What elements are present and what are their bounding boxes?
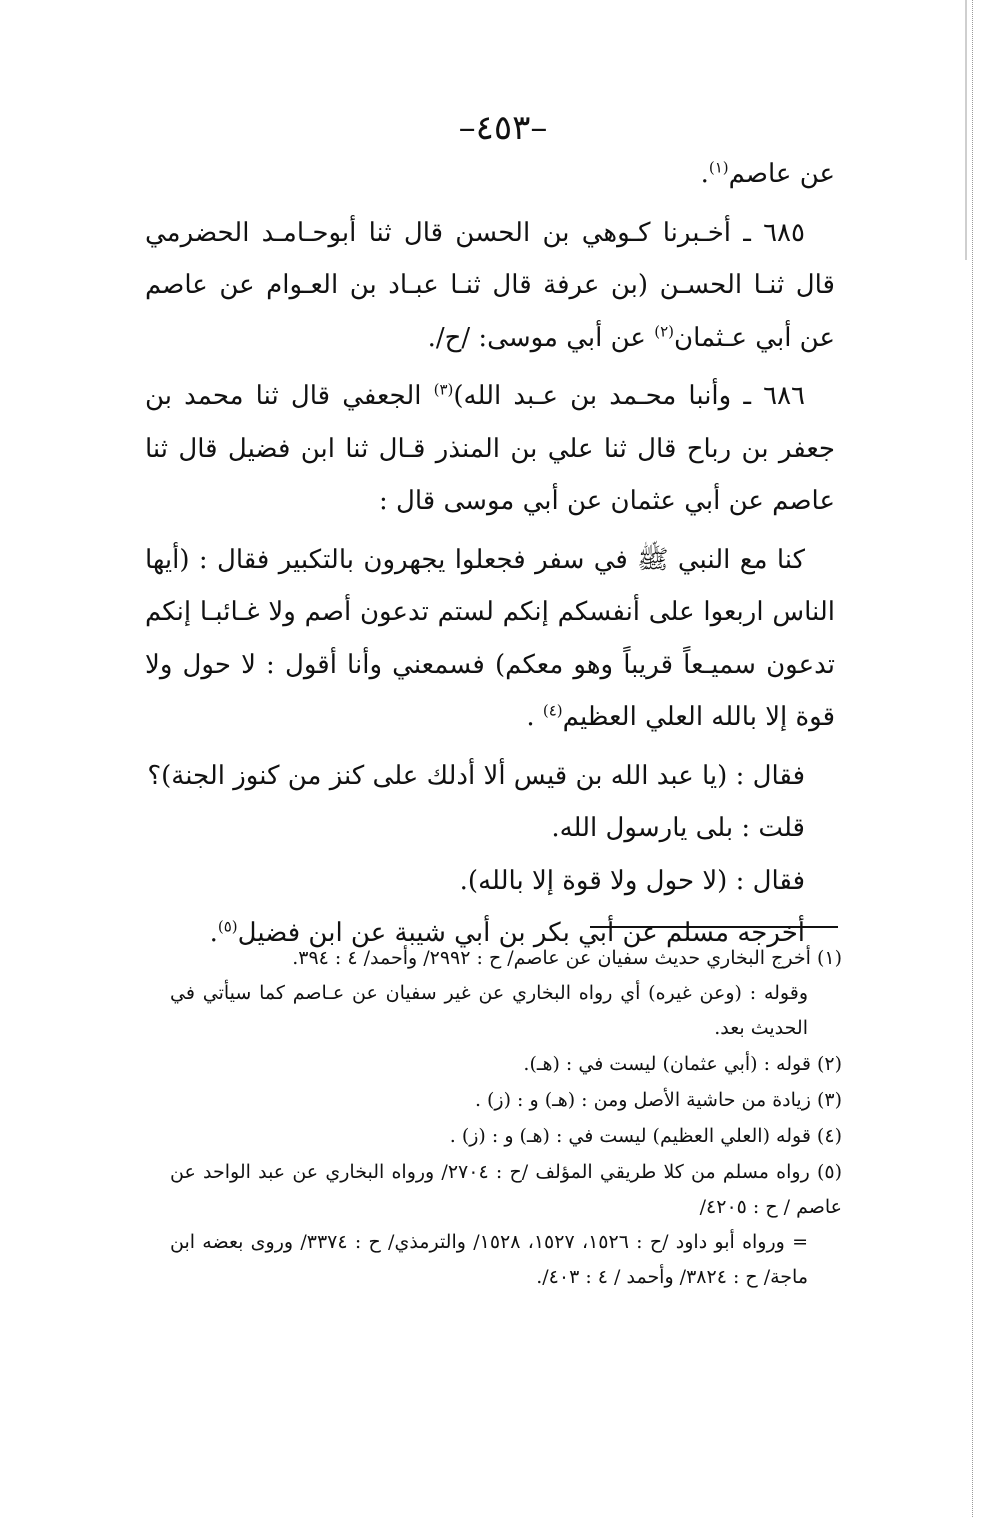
footnote-separator (590, 926, 838, 928)
footnote-5: (٥) رواه مسلم من كلا طريقي المؤلف /ح : ٢٧٠٤/ ورواه البخاري عن عبد الواحد عن عاصم / ح : ٤٢٠٥/ (170, 1161, 843, 1218)
footnote-1: (١) أخرج البخاري حديث سفيان عن عاصم/ ح : ٢٩٩٢/ وأحمد/ ٤ : ٣٩٤. (292, 947, 842, 969)
paragraph-686-text-b: الجعفي قال ثنا محمد بن جعفر بن رباح قال ثنا علي بن المنذر قـال ثنا ابن فضيل قال ثنا عاصم عن أبي عثمان عن أبي موسى قال : (145, 381, 835, 516)
paragraph-hadith-end: . (526, 702, 543, 732)
footnote-5-continued: = ورواه أبو داود /ح : ١٥٢٦، ١٥٢٧، ١٥٢٨/ والترمذي/ ح : ٣٣٧٤/ وروى بعضه ابن ماجة/ ح : ٣٨٢٤/ وأحمد / ٤ : ٤٠٣/. (170, 1231, 809, 1288)
paragraph-1 (145, 148, 835, 201)
paragraph-hadith-text: كنا مع النبي ﷺ في سفر فجعلوا يجهرون بالتكبير فقال : (أيها الناس اربعوا على أنفسكم إنكم لستم تدعون أصم ولا غـائبـا إنكم تدعون سميـعاً قريباً وهو معكم) فسمعني وأنا أقول : لا حول ولا قوة إلا بالله العلي العظيم (145, 544, 835, 732)
paragraph-hadith (145, 534, 835, 744)
footnote-ref-5: (٥) (217, 917, 238, 936)
footnote-1-continued: وقوله : (وعن غيره) أي رواه البخاري عن غير سفيان عن عـاصم كما سيأتي في الحديث بعد. (170, 982, 808, 1039)
footnote-4: (٤) قوله (العلي العظيم) ليست في : (هـ) و : (ز) . (449, 1125, 842, 1147)
paragraph-685 (145, 207, 835, 365)
paragraph-1-text: عن عاصم (728, 159, 835, 189)
paragraph-question: فقال : (يا عبد الله بن قيس ألا أدلك على كنز من كنوز الجنة)؟ (147, 760, 805, 791)
paragraph-686 (145, 370, 835, 528)
footnote-3: (٣) زيادة من حاشية الأصل ومن : (هـ) و : (ز) . (474, 1089, 842, 1111)
paragraph-takhrij-end: . (209, 918, 218, 948)
footnote-ref-3: (٣) (433, 380, 454, 399)
paragraph-685-text-b: عن أبي موسى: /ح/. (427, 322, 655, 353)
footnote-ref-4: (٤) (542, 701, 563, 720)
footnote-ref-1: (١) (708, 158, 729, 177)
paragraph-answer: قلت : بلى يارسول الله. (551, 813, 805, 843)
footnote-2: (٢) قوله : (أبي عثمان) ليست في : (هـ). (523, 1053, 842, 1075)
paragraph-685-text-a: ٦٨٥ ـ أخـبرنا كـوهي بن الحسن قال ثنا أبوحـامـد الحضرمي قال ثنـا الحسـن (بن عرفة قال ثنـا عبـاد بن العـوام عن عاصم عن أبي عـثمان (145, 217, 835, 353)
paragraph-reply: فقال : (لا حول ولا قوة إلا بالله). (459, 865, 805, 896)
footnote-ref-2: (٢) (654, 321, 674, 340)
paragraph-takhrij-text: أخرجه مسلم عن أبي بكر بن أبي شيبة عن ابن فضيل (237, 918, 805, 948)
paragraph-1-end: . (700, 159, 709, 189)
paragraph-686-text-a: ٦٨٦ ـ وأنبا محـمد بن عـبد الله) (453, 381, 806, 411)
footnotes (170, 940, 842, 1295)
page-number: –٤٥٣– (458, 108, 548, 148)
main-text (145, 148, 835, 960)
page-edge-line (972, 0, 973, 1517)
